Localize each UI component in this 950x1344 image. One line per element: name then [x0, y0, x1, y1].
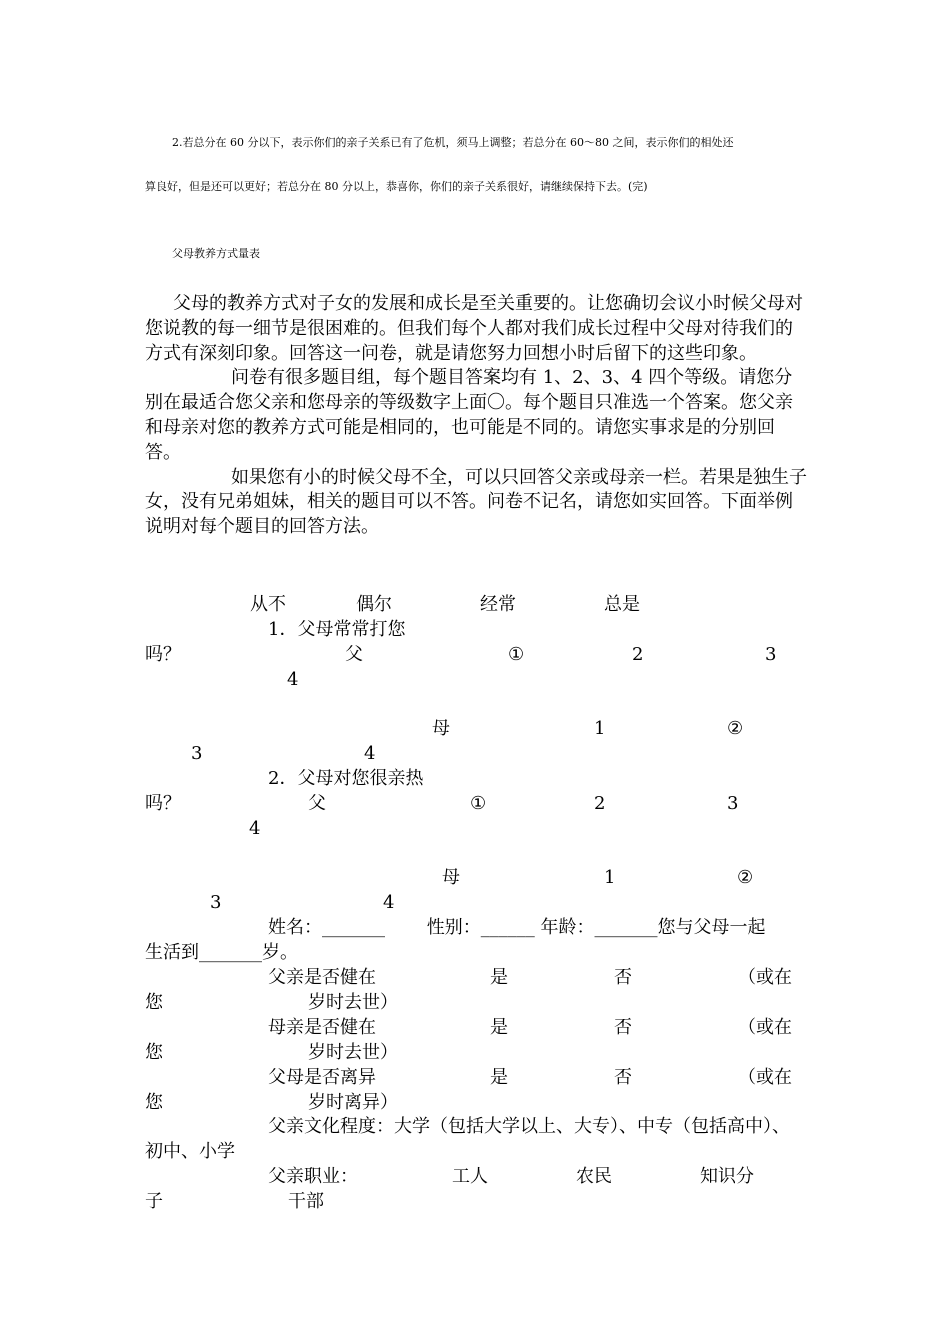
mother-alive-wrap: 您: [145, 1042, 163, 1063]
father-education-line-2: 初中、小学: [145, 1141, 235, 1162]
mother-alive-yes: 是: [490, 1017, 508, 1038]
question-2-text: 2．父母对您很亲热: [268, 768, 424, 789]
info-line-2: 生活到_______岁。: [145, 942, 298, 963]
divorced-wrap: 您: [145, 1092, 163, 1113]
question-2-mother-option-3: 3: [210, 892, 222, 913]
question-1-father-option-2: 2: [632, 644, 644, 665]
question-2-mother-option-4: 4: [383, 892, 395, 913]
father-job-option-intellectual: 知识分: [700, 1166, 754, 1187]
father-alive-wrap: 您: [145, 992, 163, 1013]
question-2-father-label: 父: [308, 793, 326, 814]
question-1-mother-option-1: 1: [594, 718, 606, 739]
father-job-option-worker: 工人: [452, 1166, 488, 1187]
father-alive-label: 父亲是否健在: [268, 967, 376, 988]
question-1-father-option-3: 3: [765, 644, 777, 665]
father-job-wrap: 子: [145, 1191, 163, 1212]
mother-alive-or: （或在: [738, 1017, 792, 1038]
scale-header-often: 经常: [480, 594, 516, 615]
question-1-father-label: 父: [345, 644, 363, 665]
question-2-father-option-3: 3: [727, 793, 739, 814]
intro-paragraph-1: 父母的教养方式对子女的发展和成长是至关重要的。让您确切会议小时候父母对您说教的每一细节是很困难的。但我们每个人都对我们成长过程中父母对待我们的方式有深刻印象。回答这一问卷，就是请您努力回想小时后留下的这些印象。: [145, 293, 803, 364]
question-2-wrap: 吗？: [145, 793, 181, 814]
section-title: 父母教养方式量表: [172, 247, 260, 260]
scale-header-sometimes: 偶尔: [356, 594, 392, 615]
question-2-mother-option-1: 1: [604, 867, 616, 888]
father-alive-or: （或在: [738, 967, 792, 988]
intro-text: [145, 292, 810, 540]
father-education-line-1: 父亲文化程度：大学（包括大学以上、大专）、中专（包括高中）、: [268, 1116, 790, 1137]
mother-alive-suffix: 岁时去世）: [308, 1042, 398, 1063]
father-job-option-cadre: 干部: [288, 1191, 324, 1212]
question-1-mother-label: 母: [432, 718, 450, 739]
note-line-2: 算良好，但是还可以更好；若总分在 80 分以上，恭喜你，你们的亲子关系很好，请继续保持下去。(完): [145, 180, 648, 193]
intro-paragraph-3: 如果您有小的时候父母不全，可以只回答父亲或母亲一栏。若果是独生子女，没有兄弟姐妹，相关的题目可以不答。问卷不记名，请您如实回答。下面举例说明对每个题目的回答方法。: [145, 466, 807, 538]
mother-alive-no: 否: [614, 1017, 632, 1038]
question-1-text: 1．父母常常打您: [268, 619, 406, 640]
question-2-father-option-1: ①: [470, 793, 487, 814]
scale-header-never: 从不: [250, 594, 286, 615]
question-1-father-option-1: ①: [508, 644, 525, 665]
divorced-yes: 是: [490, 1067, 508, 1088]
mother-alive-label: 母亲是否健在: [268, 1017, 376, 1038]
question-1-father-option-4: 4: [287, 669, 299, 690]
info-line-1: 姓名：_______ 性别：______ 年龄：_______您与父母一起: [268, 917, 766, 938]
father-alive-yes: 是: [490, 967, 508, 988]
intro-paragraph-2: 问卷有很多题目组，每个题目答案均有 1、2、3、4 四个等级。请您分别在最适合您父亲和您母亲的等级数字上面〇。每个题目只准选一个答案。您父亲和母亲对您的教养方式可能是相同的，也可能是不同的。请您实事求是的分别回答。: [145, 367, 793, 463]
divorced-label: 父母是否离异: [268, 1067, 376, 1088]
divorced-suffix: 岁时离异）: [308, 1092, 398, 1113]
father-job-label: 父亲职业：: [268, 1166, 358, 1187]
question-1-wrap: 吗？: [145, 644, 181, 665]
question-2-mother-label: 母: [442, 867, 460, 888]
note-line-1: 2.若总分在 60 分以下，表示你们的亲子关系已有了危机，须马上调整；若总分在 60～80 之间，表示你们的相处还: [172, 136, 734, 149]
question-2-father-option-4: 4: [249, 818, 261, 839]
divorced-or: （或在: [738, 1067, 792, 1088]
father-alive-suffix: 岁时去世）: [308, 992, 398, 1013]
question-2-father-option-2: 2: [594, 793, 606, 814]
question-1-mother-option-3: 3: [191, 743, 203, 764]
father-alive-no: 否: [614, 967, 632, 988]
father-job-option-farmer: 农民: [576, 1166, 612, 1187]
question-1-mother-option-2: ②: [727, 718, 744, 739]
divorced-no: 否: [614, 1067, 632, 1088]
question-2-mother-option-2: ②: [737, 867, 754, 888]
question-1-mother-option-4: 4: [364, 743, 376, 764]
scale-header-always: 总是: [604, 594, 640, 615]
